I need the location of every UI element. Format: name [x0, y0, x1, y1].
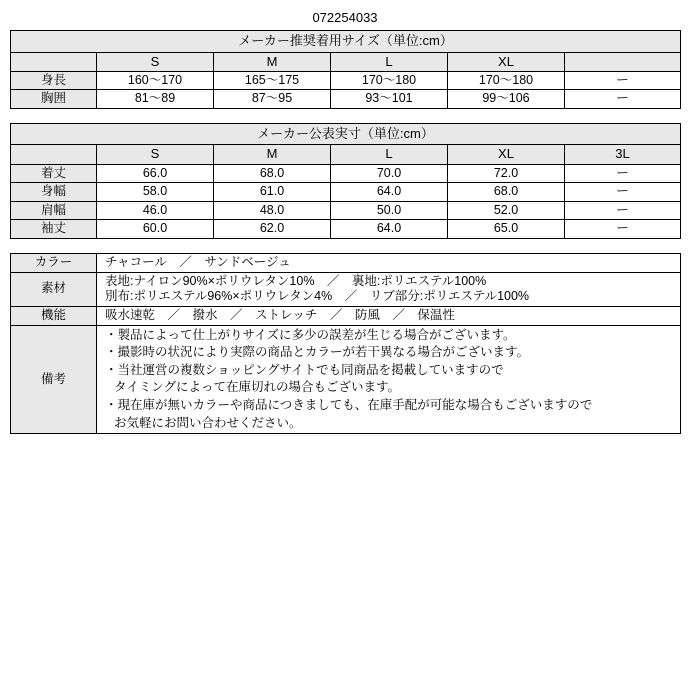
product-spec-table [10, 253, 681, 434]
spec-row-material [11, 272, 681, 306]
note-item: お気軽にお問い合わせください。 [114, 415, 302, 430]
actual-measurement-title-row [11, 124, 681, 145]
note-item: タイミングによって在庫切れの場合もございます。 [114, 380, 401, 395]
row-label-chest: 胸囲 [11, 90, 97, 109]
table-row [11, 220, 681, 239]
row-label-sleeve: 袖丈 [11, 220, 97, 239]
actual-header-l: L [331, 145, 448, 164]
product-code-row [10, 10, 680, 30]
recommended-size-header-row [11, 52, 681, 71]
spacer-2 [10, 239, 680, 253]
chest-extra: ー [565, 90, 681, 109]
row-label-height: 身長 [11, 71, 97, 90]
actual-header-3l: 3L [565, 145, 681, 164]
material-line-1: 表地:ナイロン90%×ポリウレタン10% ／ 裏地:ポリエステル100% [105, 273, 487, 288]
length-m: 68.0 [214, 164, 331, 183]
recommended-size-header-extra [565, 52, 681, 71]
actual-measurement-table [10, 123, 681, 239]
length-s: 66.0 [97, 164, 214, 183]
table-row [11, 183, 681, 202]
actual-header-xl: XL [448, 145, 565, 164]
chest-s: 81〜89 [97, 90, 214, 109]
height-s: 160〜170 [97, 71, 214, 90]
spec-row-color [11, 254, 681, 273]
recommended-size-title-row [11, 31, 681, 52]
width-3l: ー [565, 183, 681, 202]
sleeve-l: 64.0 [331, 220, 448, 239]
height-m: 165〜175 [214, 71, 331, 90]
note-item: ・現在庫が無いカラーや商品につきましても、在庫手配が可能な場合もございますので [105, 398, 593, 412]
width-xl: 68.0 [448, 183, 565, 202]
width-l: 64.0 [331, 183, 448, 202]
recommended-size-table [10, 30, 681, 109]
note-item: ・製品によって仕上がりサイズに多少の誤差が生じる場合がございます。 [105, 327, 516, 342]
row-label-width: 身幅 [11, 183, 97, 202]
table-row [11, 164, 681, 183]
height-xl: 170〜180 [448, 71, 565, 90]
recommended-size-header-l: L [331, 52, 448, 71]
spec-row-notes [11, 325, 681, 434]
recommended-size-header-xl: XL [448, 52, 565, 71]
width-m: 61.0 [214, 183, 331, 202]
chest-l: 93〜101 [331, 90, 448, 109]
sleeve-m: 62.0 [214, 220, 331, 239]
spec-value-function: 吸水速乾 ／ 撥水 ／ ストレッチ ／ 防風 ／ 保温性 [97, 306, 681, 325]
recommended-size-header-m: M [214, 52, 331, 71]
actual-measurement-title: メーカー公表実寸（単位:cm） [11, 124, 681, 145]
chest-xl: 99〜106 [448, 90, 565, 109]
length-xl: 72.0 [448, 164, 565, 183]
row-label-length: 着丈 [11, 164, 97, 183]
shoulder-s: 46.0 [97, 201, 214, 220]
note-item: ・当社運営の複数ショッピングサイトでも同商品を掲載していますので [105, 362, 504, 377]
length-l: 70.0 [331, 164, 448, 183]
recommended-size-header-s: S [97, 52, 214, 71]
width-s: 58.0 [97, 183, 214, 202]
shoulder-l: 50.0 [331, 201, 448, 220]
length-3l: ー [565, 164, 681, 183]
spec-value-color: チャコール ／ サンドベージュ [97, 254, 681, 273]
recommended-size-title: メーカー推奨着用サイズ（単位:cm） [11, 31, 681, 52]
product-code-table [10, 10, 680, 30]
actual-measurement-header-row [11, 145, 681, 164]
note-item: ・撮影時の状況により実際の商品とカラーが若干異なる場合がございます。 [105, 345, 530, 360]
sleeve-s: 60.0 [97, 220, 214, 239]
spec-label-material: 素材 [11, 272, 97, 306]
spec-value-notes [97, 325, 681, 434]
actual-header-s: S [97, 145, 214, 164]
product-code: 072254033 [312, 10, 378, 25]
shoulder-3l: ー [565, 201, 681, 220]
spec-label-notes: 備考 [11, 325, 97, 434]
spec-label-color: カラー [11, 254, 97, 273]
spec-value-material [97, 272, 681, 306]
chest-m: 87〜95 [214, 90, 331, 109]
recommended-size-header-blank [11, 52, 97, 71]
table-row [11, 90, 681, 109]
actual-header-m: M [214, 145, 331, 164]
height-extra: ー [565, 71, 681, 90]
sleeve-3l: ー [565, 220, 681, 239]
spec-row-function [11, 306, 681, 325]
height-l: 170〜180 [331, 71, 448, 90]
shoulder-m: 48.0 [214, 201, 331, 220]
sleeve-xl: 65.0 [448, 220, 565, 239]
row-label-shoulder: 肩幅 [11, 201, 97, 220]
table-row [11, 71, 681, 90]
table-row [11, 201, 681, 220]
spec-label-function: 機能 [11, 306, 97, 325]
shoulder-xl: 52.0 [448, 201, 565, 220]
material-line-2: 別布:ポリエステル96%×ポリウレタン4% ／ リブ部分:ポリエステル100% [105, 289, 530, 304]
actual-header-blank [11, 145, 97, 164]
spacer-1 [10, 109, 680, 123]
